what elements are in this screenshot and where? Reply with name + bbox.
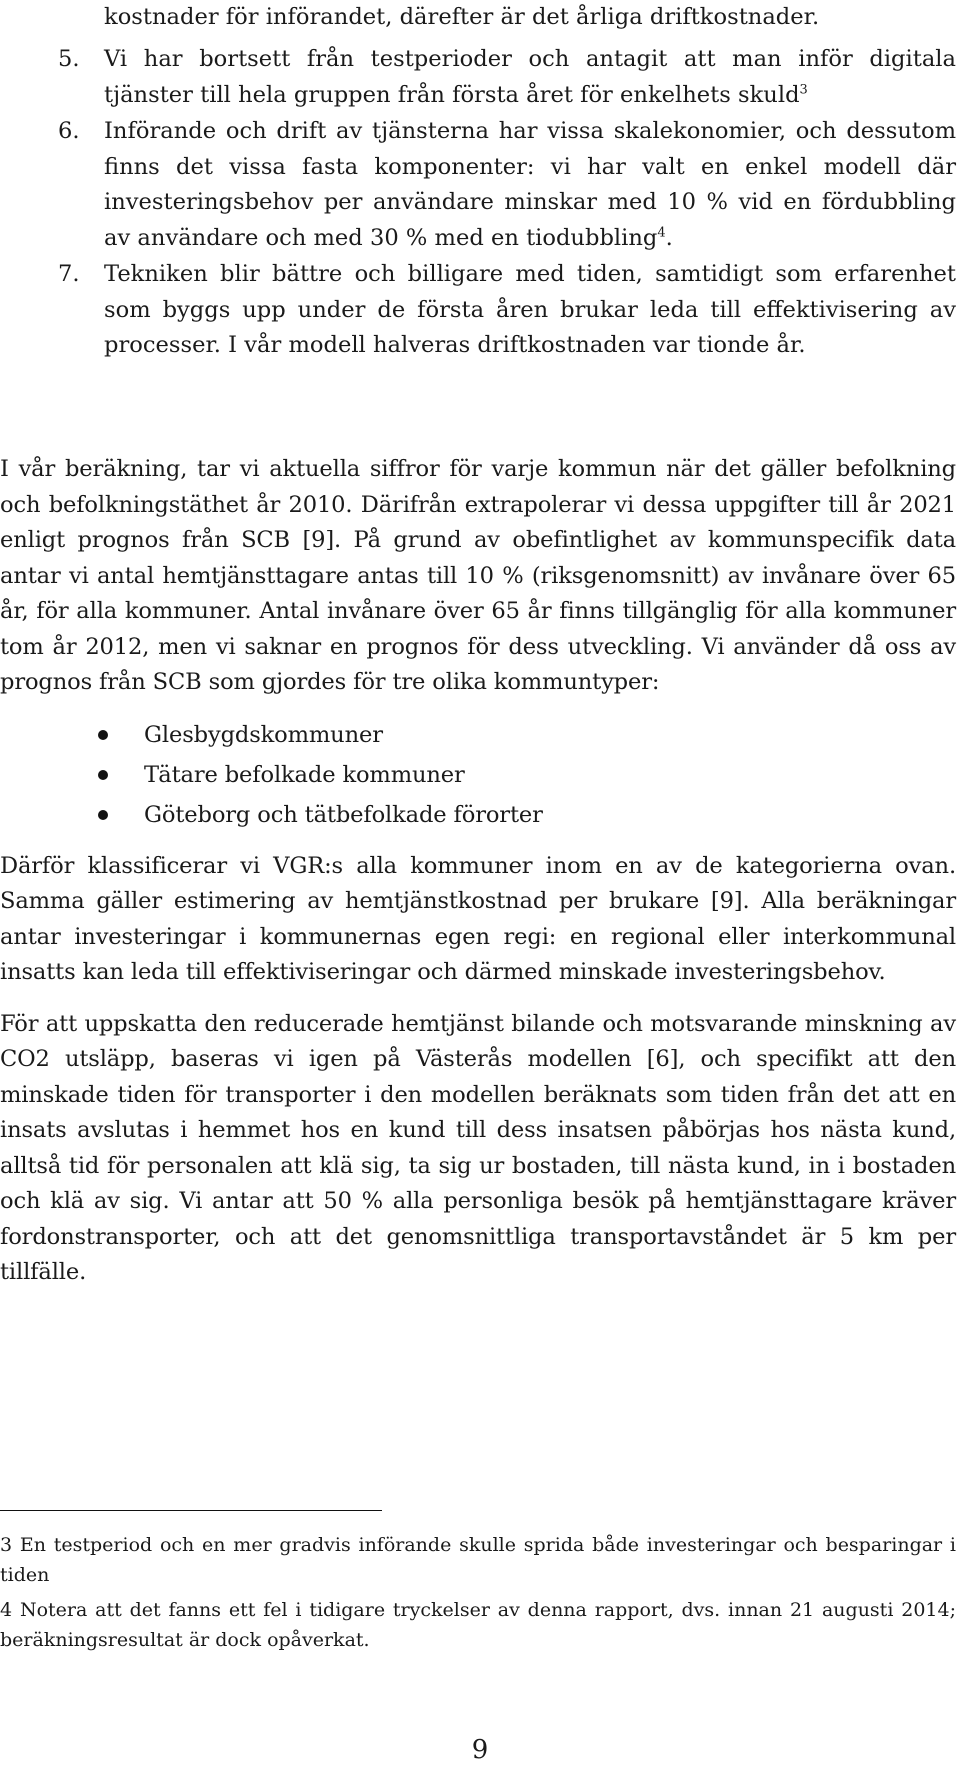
- item-text: Vi har bortsett från testperioder och antagit att man inför digitala tjänster till hela gruppen från första året för enkelhets skuld: [104, 46, 956, 108]
- footnote-text: En testperiod och en mer gradvis införande skulle sprida både investeringar och besparingar i tiden: [0, 1534, 956, 1586]
- list-item: [0, 42, 956, 113]
- bullet-text: Glesbygdskommuner: [144, 721, 383, 748]
- bullet-item: [0, 755, 956, 795]
- bullet-icon: [98, 730, 108, 740]
- bullet-list: [0, 715, 956, 835]
- item-number: 6.: [58, 118, 80, 144]
- bullet-item: [0, 795, 956, 835]
- item-number: 5.: [58, 46, 80, 72]
- body-paragraph: I vår beräkning, tar vi aktuella siffror för varje kommun när det gäller befolkning och befolkningstäthet år 2010. Därifrån extrapolerar vi dessa uppgifter till år 2021 enligt prognos från SCB [9]. På grund av obefintlighet av kommunspecifik data antar vi antal hemtjänsttagare antas till 10 % (riksgenomsnitt) av invånare över 65 år, för alla kommuner. Antal invånare över 65 år finns tillgänglig för alla kommuner tom år 2012, men vi saknar en prognos för dess utveckling. Vi använder då oss av prognos från SCB som gjordes för tre olika kommuntyper:: [0, 456, 956, 695]
- list-item: [0, 114, 956, 256]
- bullet-text: Tätare befolkade kommuner: [144, 761, 465, 788]
- bullet-icon: [98, 810, 108, 820]
- numbered-list: [0, 42, 956, 365]
- footnote-separator: [0, 1510, 382, 1511]
- footnote: [0, 1530, 956, 1590]
- bullet-icon: [98, 770, 108, 780]
- item-number: 7.: [58, 261, 80, 287]
- continuation-line: kostnader för införandet, därefter är det årliga driftkostnader.: [104, 4, 820, 30]
- footnote: [0, 1595, 956, 1655]
- footnotes: [0, 1530, 956, 1655]
- body-paragraph: För att uppskatta den reducerade hemtjänst bilande och motsvarande minskning av CO2 utsläpp, baseras vi igen på Västerås modellen [6], och specifikt att den minskade tiden för transporter i den modellen beräknats som tiden från det att en insats avslutas i hemmet hos en kund till dess insatsen påbörjas hos nästa kund, alltså tid för personalen att klä sig, ta sig ur bostaden, till nästa kund, in i bostaden och klä av sig. Vi antar att 50 % alla personliga besök på hemtjänsttagare kräver fordonstransporter, och att det genomsnittliga transportavståndet är 5 km per tillfälle.: [0, 1010, 956, 1285]
- list-item: [0, 257, 956, 364]
- body-paragraph: Därför klassificerar vi VGR:s alla kommuner inom en av de kategorierna ovan. Samma gäller estimering av hemtjänstkostnad per brukare [9]. Alla beräkningar antar investeringar i kommunernas egen regi: en regional eller interkommunal insatts kan leda till effektiviseringar och därmed minskade investeringsbehov.: [0, 852, 956, 985]
- body-paragraph-1-block: [0, 452, 956, 1291]
- bullet-item: [0, 715, 956, 755]
- footnote-mark: 4: [0, 1599, 13, 1621]
- footnote-mark: 3: [0, 1534, 13, 1556]
- footnote-ref: 4: [657, 224, 666, 240]
- footnote-ref: 3: [799, 81, 808, 97]
- page-number: 9: [471, 1735, 489, 1765]
- bullet-text: Göteborg och tätbefolkade förorter: [144, 801, 543, 828]
- item-text: Tekniken blir bättre och billigare med tiden, samtidigt som erfarenhet som byggs upp under de första åren brukar leda till effektivisering av processer. I vår modell halveras driftkostnaden var tionde år.: [104, 261, 956, 358]
- footnote-text: Notera att det fanns ett fel i tidigare tryckelser av denna rapport, dvs. innan 21 augusti 2014; beräkningsresultat är dock opåverkat.: [0, 1599, 956, 1651]
- item-text: Införande och drift av tjänsterna har vissa skalekonomier, och dessutom finns det vissa fasta komponenter: vi har valt en enkel modell där investeringsbehov per användare minskar med 10 % vid en fördubbling av användare och med 30 % med en tiodubbling: [104, 118, 956, 251]
- item-tail: .: [665, 224, 673, 251]
